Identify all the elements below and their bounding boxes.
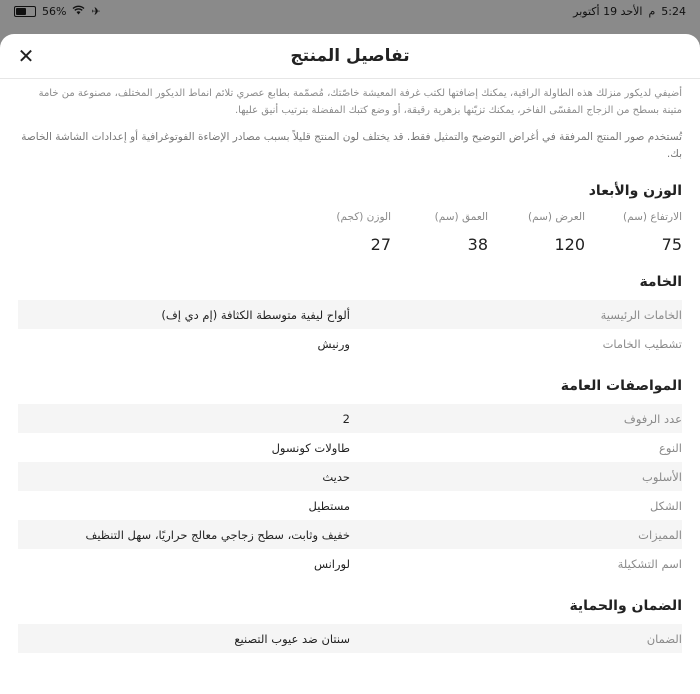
table-row	[18, 404, 682, 433]
general-specs-table	[18, 404, 682, 578]
table-row	[18, 549, 682, 578]
sheet-header	[0, 34, 700, 79]
spec-label: عدد الرفوف	[623, 411, 682, 426]
spec-value: خفيف وثابت، سطح زجاجي معالج حراريًا، سهل التنظيف	[85, 527, 350, 542]
spec-label: الضمان	[646, 631, 682, 646]
table-row	[18, 433, 682, 462]
material-title: الخامة	[639, 274, 682, 290]
table-row	[18, 624, 682, 653]
dimension-label: الارتفاع (سم)	[623, 211, 682, 223]
dimension-width	[488, 211, 585, 254]
weight-dimensions-title: الوزن والأبعاد	[588, 183, 682, 199]
spec-label: تشطيب الخامات	[602, 336, 682, 351]
spec-value: ألواح ليفية متوسطة الكثافة (إم دي إف)	[161, 307, 350, 322]
product-image-note: تُستخدم صور المنتج المرفقة في أغراض التوضيح والتمثيل فقط. قد يختلف لون المنتج قليلاً بسبب مصادر الإضاءة الفوتوغرافية أو إعدادات الشاشة الخاصة بك.	[21, 131, 682, 160]
spec-label: الخامات الرئيسية	[600, 307, 682, 322]
dimension-value: 75	[661, 235, 682, 254]
warranty-table	[18, 624, 682, 653]
spec-value: ورنيش	[317, 336, 350, 351]
dimensions-list	[18, 211, 682, 254]
spec-value: طاولات كونسول	[271, 440, 350, 455]
dimension-height	[585, 211, 682, 254]
spec-value: مستطيل	[308, 498, 350, 513]
spec-label: الشكل	[649, 498, 682, 513]
general-specs-title: المواصفات العامة	[560, 378, 682, 394]
spec-value: لورانس	[313, 556, 350, 571]
dimension-value: 38	[467, 235, 488, 254]
table-row	[18, 491, 682, 520]
close-icon[interactable]: ✕	[17, 44, 35, 68]
product-description: أضيفي لديكور منزلك هذه الطاولة الراقية، يمكنك إضافتها لكتب غرفة المعيشة خاصّتك، مُصمّمة بطابع عصري تلائم انماط الديكور المختلف، مصنوعة من خامة متينة بسطح من الزجاج المقسّى الفاخر، يمكنك تزيّنها بزهرية رقيقة، أو وضع كتبك المفضلة بترتيب أنيق عليها.	[38, 88, 682, 116]
spec-label: النوع	[659, 440, 682, 455]
status-meridiem: م	[648, 4, 656, 18]
table-row	[18, 300, 682, 329]
status-left	[14, 5, 101, 18]
battery-level: 56%	[42, 4, 67, 18]
dimension-depth	[391, 211, 488, 254]
spec-label: الأسلوب	[642, 469, 682, 484]
warranty-title: الضمان والحماية	[569, 598, 682, 614]
spec-value: حديث	[322, 469, 350, 484]
dimension-label: العرض (سم)	[528, 211, 585, 223]
table-row	[18, 329, 682, 358]
dimension-label: الوزن (كجم)	[336, 211, 391, 223]
dimension-label: العمق (سم)	[434, 211, 488, 223]
airplane-icon: ✈	[91, 4, 101, 18]
status-right	[573, 5, 686, 18]
battery-icon	[14, 6, 36, 17]
spec-value: سنتان ضد عيوب التصنيع	[234, 631, 350, 646]
sheet-title: تفاصيل المنتج	[290, 46, 410, 66]
status-bar	[0, 0, 700, 22]
table-row	[18, 520, 682, 549]
spec-label: المميزات	[638, 527, 682, 542]
spec-value: 2	[342, 411, 350, 426]
wifi-icon	[72, 5, 85, 18]
dimension-value: 120	[554, 235, 585, 254]
sheet-content[interactable]	[0, 85, 700, 653]
dimension-weight	[294, 211, 391, 254]
status-date: الأحد 19 أكتوبر	[573, 4, 643, 18]
table-row	[18, 462, 682, 491]
spec-label: اسم التشكيلة	[617, 556, 682, 571]
material-table	[18, 300, 682, 358]
status-time: 5:24	[661, 4, 686, 18]
dimension-value: 27	[370, 235, 391, 254]
product-details-sheet	[0, 34, 700, 694]
